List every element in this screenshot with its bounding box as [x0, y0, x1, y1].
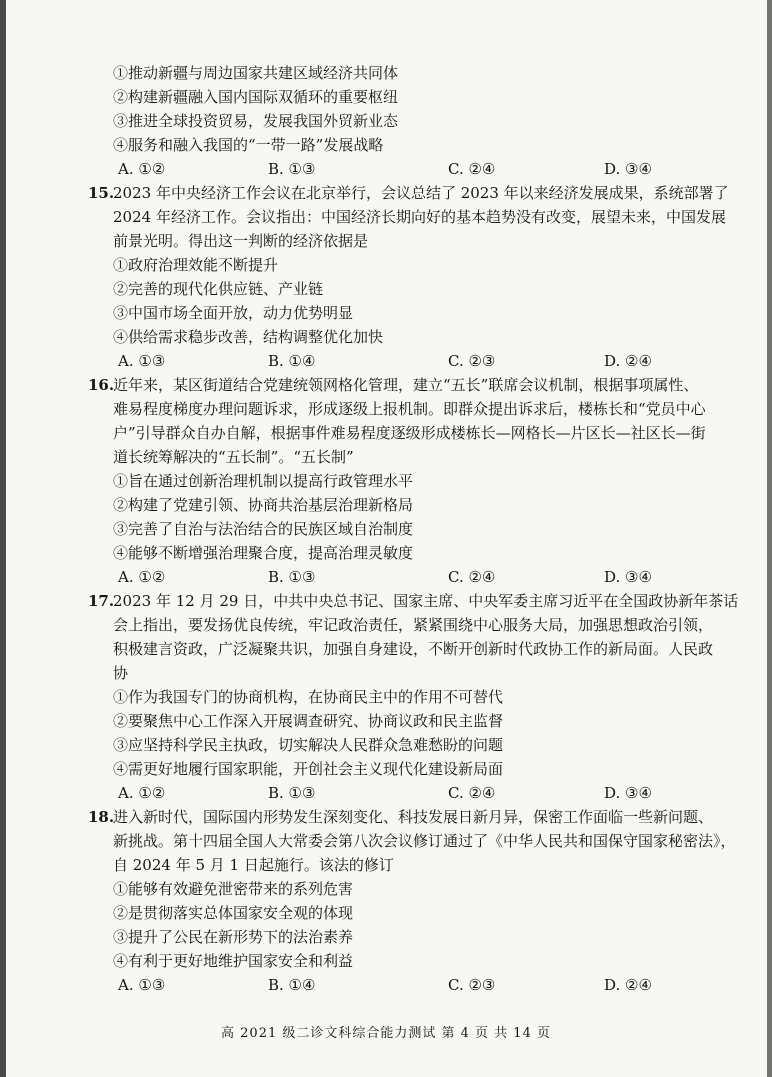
q16-item-4: ④能够不断增强治理聚合度，提高治理灵敏度	[113, 544, 414, 562]
q15-item-4: ④供给需求稳步改善，结构调整优化加快	[113, 328, 384, 346]
q14-option-b[interactable]: B. ①③	[268, 160, 316, 178]
q17-option-b[interactable]: B. ①③	[268, 784, 316, 802]
q16-number: 16.	[88, 376, 115, 394]
q18-stem-line-2: 新挑战。第十四届全国人大常委会第八次会议修订通过了《中华人民共和国保守国家秘密法》，	[113, 832, 736, 850]
q15-item-3: ③中国市场全面开放，动力优势明显	[113, 304, 354, 322]
q15-option-d[interactable]: D. ②④	[604, 352, 652, 370]
q15-number: 15.	[88, 184, 115, 202]
q17-option-c[interactable]: C. ②④	[448, 784, 496, 802]
q15-option-c[interactable]: C. ②③	[448, 352, 496, 370]
q16-item-2: ②构建了党建引领、协商共治基层治理新格局	[113, 496, 414, 514]
q17-item-3: ③应坚持科学民主执政，切实解决人民群众急难愁盼的问题	[113, 736, 504, 754]
q15-stem-line-3: 前景光明。得出这一判断的经济依据是	[113, 232, 369, 250]
q14-option-d[interactable]: D. ③④	[604, 160, 652, 178]
q17-stem-line-2: 会上指出，要发扬优良传统，牢记政治责任，紧紧围绕中心服务大局，加强思想政治引领，	[113, 616, 714, 634]
scan-edge-left	[0, 0, 6, 1077]
q15-item-1: ①政府治理效能不断提升	[113, 256, 279, 274]
q15-item-2: ②完善的现代化供应链、产业链	[113, 280, 324, 298]
q18-item-1: ①能够有效避免泄密带来的系列危害	[113, 880, 354, 898]
q17-item-4: ④需更好地履行国家职能，开创社会主义现代化建设新局面	[113, 760, 504, 778]
q16-option-b[interactable]: B. ①③	[268, 568, 316, 586]
q18-item-2: ②是贯彻落实总体国家安全观的体现	[113, 904, 354, 922]
q16-stem-line-4: 道长统筹解决的“五长制”。“五长制”	[113, 448, 354, 466]
q18-options	[118, 974, 678, 996]
q14-option-a[interactable]: A. ①②	[118, 160, 166, 178]
page-footer: 高 2021 级二诊文科综合能力测试 第 4 页 共 14 页	[221, 1026, 551, 1041]
q18-option-c[interactable]: C. ②③	[448, 976, 496, 994]
q16-stem-line-3: 户”引导群众自办自解，根据事件难易程度逐级形成楼栋长—网格长—片区长—社区长—街	[113, 424, 706, 442]
q17-options	[118, 782, 678, 804]
q14-item-3: ③推进全球投资贸易，发展我国外贸新业态	[113, 112, 399, 130]
q16-options	[118, 566, 678, 588]
q17-item-1: ①作为我国专门的协商机构，在协商民主中的作用不可替代	[113, 688, 504, 706]
q17-item-2: ②要聚焦中心工作深入开展调查研究、协商议政和民主监督	[113, 712, 504, 730]
q17-stem-line-3: 积极建言资政，广泛凝聚共识，加强自身建设，不断开创新时代政协工作的新局面。人民政	[113, 640, 714, 658]
q18-option-a[interactable]: A. ①③	[118, 976, 166, 994]
q15-options	[118, 350, 678, 372]
q18-item-3: ③提升了公民在新形势下的法治素养	[113, 928, 354, 946]
q18-option-b[interactable]: B. ①④	[268, 976, 316, 994]
q17-option-a[interactable]: A. ①②	[118, 784, 166, 802]
q14-options	[118, 158, 678, 180]
q16-option-a[interactable]: A. ①②	[118, 568, 166, 586]
q17-option-d[interactable]: D. ③④	[604, 784, 652, 802]
q18-stem-line-1: 进入新时代，国际国内形势发生深刻变化、科技发展日新月异，保密工作面临一些新问题、	[113, 808, 714, 826]
q16-stem-line-1: 近年来，某区街道结合党建统领网格化管理，建立“五长”联席会议机制，根据事项属性、	[113, 376, 699, 394]
q16-option-c[interactable]: C. ②④	[448, 568, 496, 586]
q18-number: 18.	[88, 808, 115, 826]
q14-item-2: ②构建新疆融入国内国际双循环的重要枢纽	[113, 88, 399, 106]
q15-option-b[interactable]: B. ①④	[268, 352, 316, 370]
q15-stem-line-1: 2023 年中央经济工作会议在北京举行，会议总结了 2023 年以来经济发展成果，系统部署了	[113, 184, 729, 202]
q14-option-c[interactable]: C. ②④	[448, 160, 496, 178]
q14-item-1: ①推动新疆与周边国家共建区域经济共同体	[113, 64, 399, 82]
scan-edge-right	[767, 0, 772, 1077]
q17-stem-line-4: 协	[113, 664, 129, 682]
q16-stem-line-2: 难易程度梯度办理问题诉求，形成逐级上报机制。即群众提出诉求后，楼栋长和“党员中心	[113, 400, 706, 418]
q15-stem-line-2: 2024 年经济工作。会议指出：中国经济长期向好的基本趋势没有改变，展望未来，中国发展	[113, 208, 726, 226]
q17-number: 17.	[88, 592, 115, 610]
q16-option-d[interactable]: D. ③④	[604, 568, 652, 586]
q18-item-4: ④有利于更好地维护国家安全和利益	[113, 952, 354, 970]
q16-item-1: ①旨在通过创新治理机制以提高行政管理水平	[113, 472, 414, 490]
q17-stem-line-1: 2023 年 12 月 29 日，中共中央总书记、国家主席、中央军委主席习近平在全国政协新年茶话	[113, 592, 739, 610]
q16-item-3: ③完善了自治与法治结合的民族区域自治制度	[113, 520, 414, 538]
q15-option-a[interactable]: A. ①③	[118, 352, 166, 370]
q18-option-d[interactable]: D. ②④	[604, 976, 652, 994]
q18-stem-line-3: 自 2024 年 5 月 1 日起施行。该法的修订	[113, 856, 394, 874]
q14-item-4: ④服务和融入我国的“一带一路”发展战略	[113, 136, 384, 154]
